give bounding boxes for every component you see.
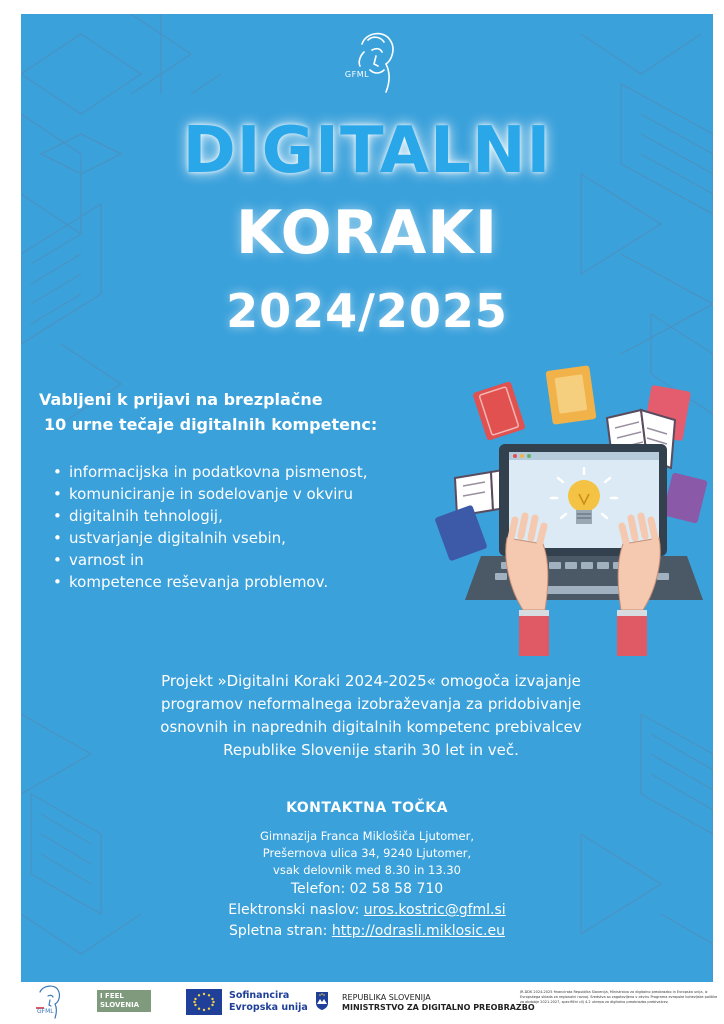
website-link[interactable]: http://odrasli.miklosic.eu <box>331 923 505 939</box>
project-description <box>91 670 651 762</box>
phone-number: 02 58 58 710 <box>349 881 444 897</box>
list-item: • kompetence reševanja problemov. <box>51 571 431 593</box>
ifeel-line-2: SLOVENIA <box>100 1001 140 1009</box>
funding-fine-print: JR-DDK 2024-2025 financirata Republika Slovenija, Ministrstvo za digitalno preobrazbo in Evropska unija, iz Evropskega sklada za regionalni razvoj. Sredstva so zagotovljena v okviru Programa evropske kohezijske politike za obdobje 2021-2027, specifični cilj 4.2 ukrepa za digitalno preobrazbo prebivalcev. <box>520 990 718 1004</box>
sponsor-footer <box>0 982 724 1024</box>
eu-line-1: Sofinancira <box>229 990 290 1001</box>
project-line-4: Republike Slovenije starih 30 let in več. <box>223 741 519 759</box>
intro-line-2: 10 urne tečaje digitalnih kompetenc: <box>44 415 378 434</box>
laptop-lightbulb-illustration <box>411 348 711 668</box>
ministry-text <box>342 993 535 1013</box>
intro-line-1: Vabljeni k prijavi na brezplačne <box>39 390 323 409</box>
title-digitalni: DIGITALNI <box>182 114 552 188</box>
gfml-portrait-logo <box>344 26 404 96</box>
list-item: • varnost in <box>51 549 431 571</box>
phone-label: Telefon: <box>290 881 346 897</box>
title-year: 2024/2025 <box>226 284 508 338</box>
eu-line-2: Evropska unija <box>229 1002 308 1013</box>
title-koraki: KORAKI <box>235 198 499 268</box>
email-label: Elektronski naslov: <box>228 902 360 918</box>
contact-address-line-1: Gimnazija Franca Miklošiča Ljutomer, <box>260 829 474 843</box>
project-line-3: osnovnih in naprednih digitalnih kompetenc prebivalcev <box>160 718 582 736</box>
eu-cofunding-text <box>229 990 308 1014</box>
contact-address-line-2: Prešernova ulica 34, 9240 Ljutomer, <box>262 846 472 860</box>
poster <box>21 14 713 982</box>
i-feel-slovenia-logo <box>97 990 151 1012</box>
slo-line-1: REPUBLIKA SLOVENIJA <box>342 993 431 1002</box>
book-icon <box>545 365 596 425</box>
competence-list <box>51 461 431 593</box>
list-item: • komuniciranje in sodelovanje v okviru <box>51 483 431 505</box>
contact-website <box>21 921 713 941</box>
slovenia-crest-icon <box>315 991 329 1011</box>
contact-phone <box>21 879 713 899</box>
list-item: • informacijska in podatkovna pismenost, <box>51 461 431 483</box>
intro-text <box>39 387 439 437</box>
book-icon <box>472 381 525 441</box>
eu-flag-icon <box>186 989 222 1015</box>
book-icon <box>662 472 708 523</box>
list-item: • ustvarjanje digitalnih vsebin, <box>51 527 431 549</box>
contact-hours: vsak delovnik med 8.30 in 13.30 <box>273 863 461 877</box>
footer-gfml-text: GFML <box>37 1008 54 1015</box>
ifeel-line-1: I FEEL <box>100 992 124 1000</box>
project-line-1: Projekt »Digitalni Koraki 2024-2025« omogoča izvajanje <box>161 672 581 690</box>
contact-heading: KONTAKTNA TOČKA <box>286 800 448 816</box>
list-item-continuation: • digitalnih tehnologij, <box>51 505 431 527</box>
contact-email <box>21 900 713 920</box>
gfml-logo-text: GFML <box>344 70 370 79</box>
slo-line-2: MINISTRSTVO ZA DIGITALNO PREOBRAZBO <box>342 1003 535 1012</box>
web-label: Spletna stran: <box>229 923 328 939</box>
email-link[interactable]: uros.kostric@gfml.si <box>363 902 506 918</box>
project-line-2: programov neformalnega izobraževanja za pridobivanje <box>160 695 582 713</box>
